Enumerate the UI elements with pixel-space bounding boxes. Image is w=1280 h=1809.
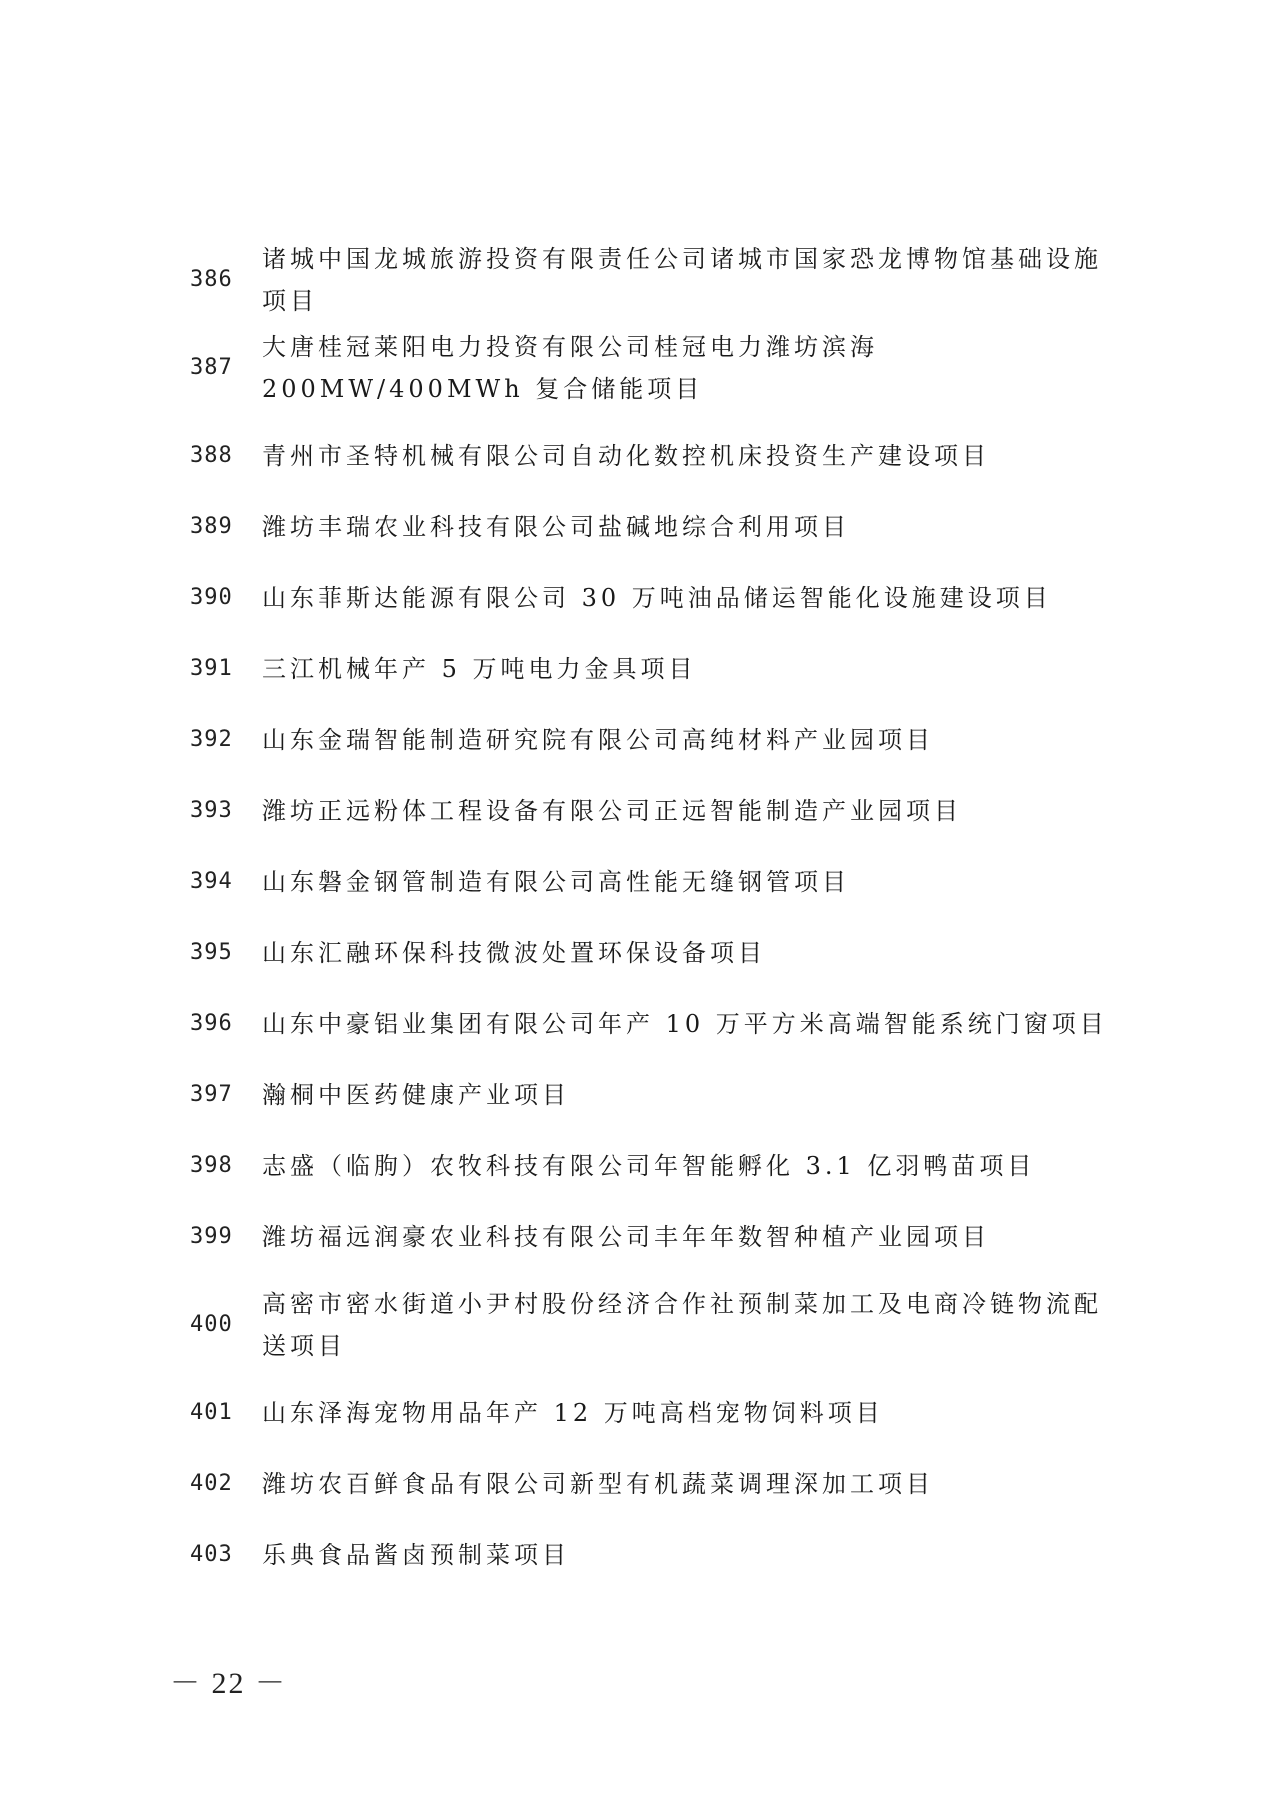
item-number: 394 <box>190 869 233 894</box>
item-title: 瀚桐中医药健康产业项目 <box>262 1080 570 1109</box>
item-number: 392 <box>190 727 233 752</box>
list-item <box>190 1272 1110 1377</box>
list-item <box>190 633 1110 704</box>
list-item <box>190 846 1110 917</box>
item-number: 403 <box>190 1542 233 1567</box>
item-number: 396 <box>190 1011 233 1036</box>
item-title: 乐典食品酱卤预制菜项目 <box>262 1540 570 1569</box>
item-number: 388 <box>190 443 233 468</box>
list-item <box>190 917 1110 988</box>
item-title: 潍坊正远粉体工程设备有限公司正远智能制造产业园项目 <box>262 796 962 825</box>
list-item <box>190 988 1110 1059</box>
list-item <box>190 1201 1110 1272</box>
list-item <box>190 1519 1110 1590</box>
item-number: 386 <box>190 267 233 292</box>
item-title: 青州市圣特机械有限公司自动化数控机床投资生产建设项目 <box>262 441 990 470</box>
list-item <box>190 1448 1110 1519</box>
item-number: 387 <box>190 355 233 380</box>
item-number: 400 <box>190 1312 233 1337</box>
list-item <box>190 491 1110 562</box>
list-item <box>190 704 1110 775</box>
item-number: 402 <box>190 1471 233 1496</box>
item-title: 山东汇融环保科技微波处置环保设备项目 <box>262 938 766 967</box>
list-item <box>190 1130 1110 1201</box>
item-title: 大唐桂冠莱阳电力投资有限公司桂冠电力潍坊滨海 200MW/400MWh 复合储能项目 <box>262 332 878 403</box>
item-title: 潍坊丰瑞农业科技有限公司盐碱地综合利用项目 <box>262 512 850 541</box>
item-title: 山东泽海宠物用品年产 12 万吨高档宠物饲料项目 <box>262 1398 884 1427</box>
list-item <box>190 775 1110 846</box>
item-title: 山东磐金钢管制造有限公司高性能无缝钢管项目 <box>262 867 850 896</box>
item-number: 391 <box>190 656 233 681</box>
item-number: 390 <box>190 585 233 610</box>
item-title: 志盛（临朐）农牧科技有限公司年智能孵化 3.1 亿羽鸭苗项目 <box>262 1151 1036 1180</box>
list-item <box>190 315 1110 420</box>
item-number: 401 <box>190 1400 233 1425</box>
item-number: 399 <box>190 1224 233 1249</box>
list-item <box>190 1377 1110 1448</box>
item-title: 潍坊福远润豪农业科技有限公司丰年年数智种植产业园项目 <box>262 1222 990 1251</box>
item-title: 三江机械年产 5 万吨电力金具项目 <box>262 654 697 683</box>
item-title: 诸城中国龙城旅游投资有限责任公司诸城市国家恐龙博物馆基础设施项目 <box>262 244 1102 315</box>
page-number: － 22 － <box>170 1667 287 1700</box>
list-item <box>190 562 1110 633</box>
list-item <box>190 1059 1110 1130</box>
item-title: 山东金瑞智能制造研究院有限公司高纯材料产业园项目 <box>262 725 934 754</box>
item-title: 高密市密水街道小尹村股份经济合作社预制菜加工及电商冷链物流配送项目 <box>262 1289 1102 1360</box>
project-list <box>190 244 1110 1590</box>
item-number: 395 <box>190 940 233 965</box>
item-number: 393 <box>190 798 233 823</box>
list-item <box>190 244 1110 315</box>
item-title: 山东菲斯达能源有限公司 30 万吨油品储运智能化设施建设项目 <box>262 583 1052 612</box>
item-number: 398 <box>190 1153 233 1178</box>
item-number: 389 <box>190 514 233 539</box>
list-item <box>190 420 1110 491</box>
item-number: 397 <box>190 1082 233 1107</box>
item-title: 潍坊农百鲜食品有限公司新型有机蔬菜调理深加工项目 <box>262 1469 934 1498</box>
item-title: 山东中豪铝业集团有限公司年产 10 万平方米高端智能系统门窗项目 <box>262 1009 1108 1038</box>
